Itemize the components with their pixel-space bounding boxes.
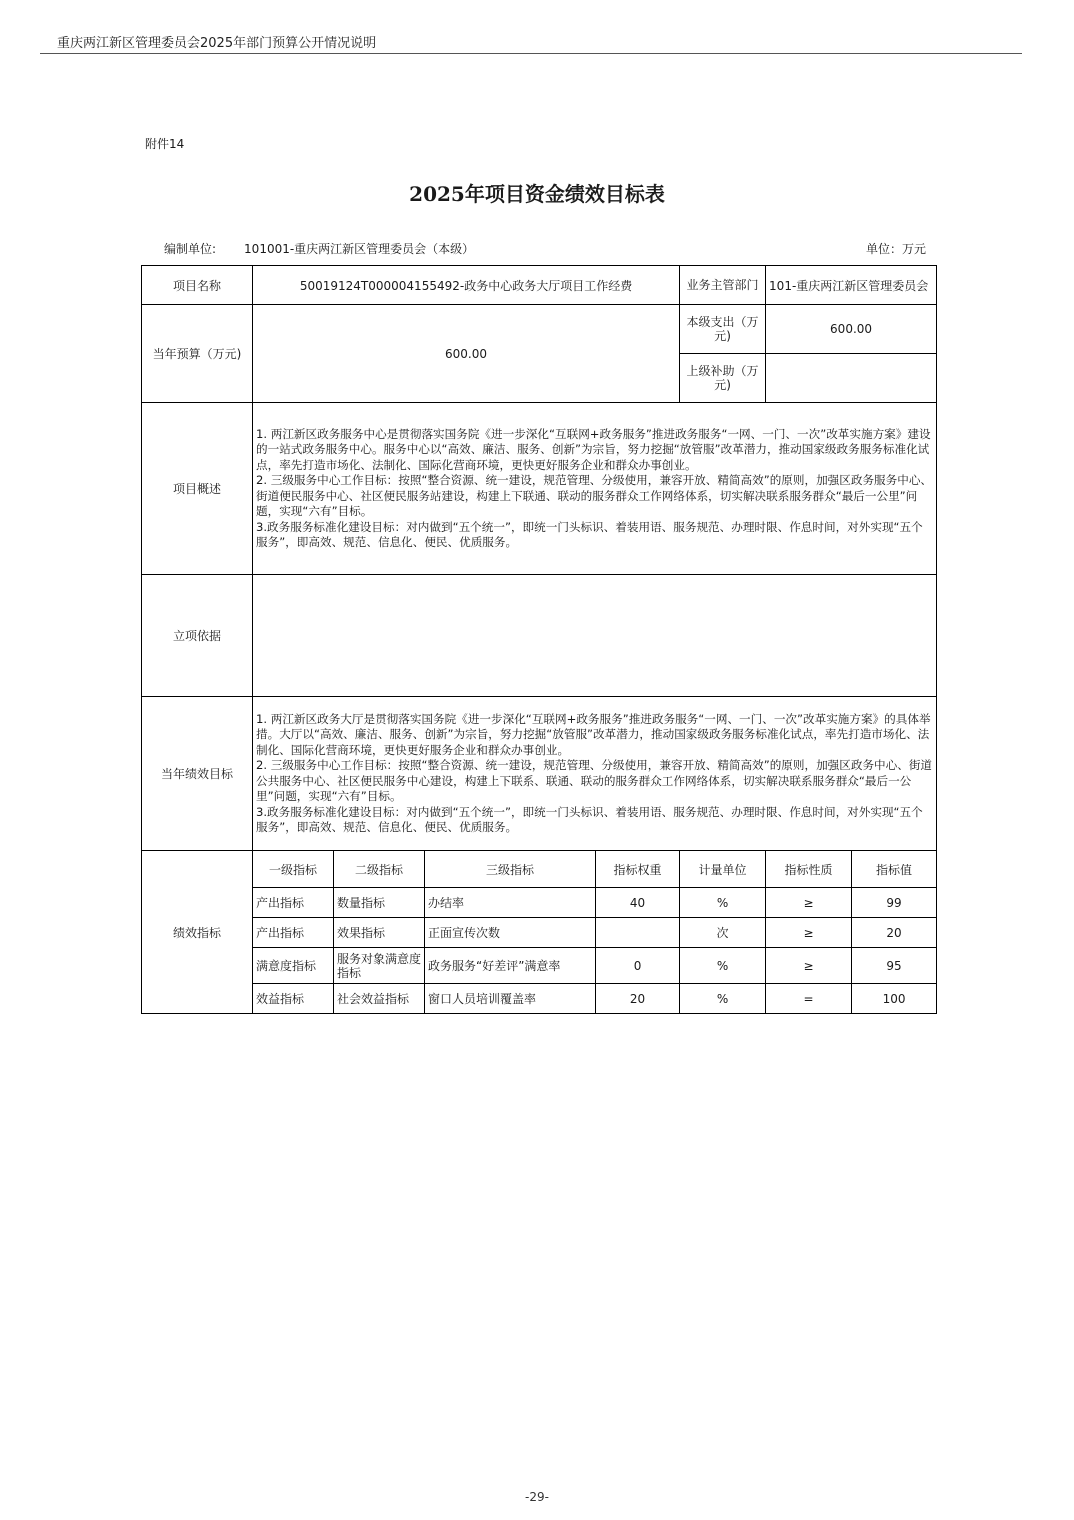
indicator-header: 计量单位 xyxy=(680,851,766,888)
unit-cell: % xyxy=(680,984,766,1014)
budget-row xyxy=(142,305,937,354)
unit-label: 单位：万元 xyxy=(866,242,927,256)
goal-paragraph: 2. 三级服务中心工作目标：按照“整合资源、统一建设，规范管理、分级使用，兼容开放、精简高效”的原则，加强区政务中心、街道公共服务中心、社区便民服务中心建设，构建上下联系、联通、联动的服务群众工作网络体系，切实解决联系服务群众“最后一公里”问题，实现“六有”目标。 xyxy=(256,758,933,803)
compiler-value: 101001-重庆两江新区管理委员会（本级） xyxy=(244,242,475,256)
nature-cell: = xyxy=(766,984,852,1014)
value-cell: 95 xyxy=(852,948,937,984)
indicator-header: 指标权重 xyxy=(596,851,680,888)
nature-cell: ≥ xyxy=(766,948,852,984)
dept-label: 业务主管部门 xyxy=(680,266,766,305)
level2-cell: 社会效益指标 xyxy=(334,984,425,1014)
indicator-header: 三级指标 xyxy=(425,851,596,888)
table-row xyxy=(142,918,937,948)
level1-cell: 满意度指标 xyxy=(253,948,334,984)
own-expense-label: 本级支出（万元) xyxy=(680,305,766,354)
goal-paragraph: 3.政务服务标准化建设目标：对内做到“五个统一”，即统一门头标识、着装用语、服务规范、办理时限、作息时间，对外实现“五个服务”，即高效、规范、信息化、便民、优质服务。 xyxy=(256,804,923,834)
unit-cell: 次 xyxy=(680,918,766,948)
indicator-header: 指标性质 xyxy=(766,851,852,888)
level2-cell: 服务对象满意度指标 xyxy=(334,948,425,984)
header-rule xyxy=(40,53,1022,54)
value-cell: 20 xyxy=(852,918,937,948)
value-cell: 99 xyxy=(852,888,937,918)
level1-cell: 效益指标 xyxy=(253,984,334,1014)
project-name-value: 50019124T000004155492-政务中心政务大厅项目工作经费 xyxy=(253,266,680,305)
level3-cell: 政务服务“好差评”满意率 xyxy=(425,948,596,984)
level2-cell: 效果指标 xyxy=(334,918,425,948)
page-title: 2025年项目资金绩效目标表 xyxy=(409,182,665,206)
goal-text xyxy=(253,697,937,851)
weight-cell: 40 xyxy=(596,888,680,918)
goal-paragraph: 1. 两江新区政务大厅是贯彻落实国务院《进一步深化“互联网+政务服务”推进政务服务“一网、一门、一次”改革实施方案》的具体举措。大厅以“高效、廉洁、服务、创新”为宗旨，努力挖掘“放管服”改革潜力，推动国家级政务服务标准化试点，率先打造市场化、法制化、国际化营商环境，更快更好服务企业和群众办事创业。 xyxy=(256,711,931,757)
weight-cell: 20 xyxy=(596,984,680,1014)
table-row xyxy=(142,888,937,918)
goal-label: 当年绩效目标 xyxy=(142,697,253,851)
overview-label: 项目概述 xyxy=(142,403,253,575)
level3-cell: 窗口人员培训覆盖率 xyxy=(425,984,596,1014)
indicator-header: 二级指标 xyxy=(334,851,425,888)
subsidy-value xyxy=(766,354,937,403)
level3-cell: 正面宣传次数 xyxy=(425,918,596,948)
subsidy-label: 上级补助（万元) xyxy=(680,354,766,403)
compiler-label: 编制单位: xyxy=(164,242,217,256)
compiler-line xyxy=(164,240,474,257)
overview-paragraph: 1. 两江新区政务服务中心是贯彻落实国务院《进一步深化“互联网+政务服务”推进政务服务“一网、一门、一次”改革实施方案》建设的一站式政务服务中心。服务中心以“高效、廉洁、服务、创新”为宗旨，努力挖掘“放管服”改革潜力，推动国家级政务服务标准化试点，率先打造市场化、法制化、国际化营商环境，更快更好服务企业和群众办事创业。 xyxy=(256,426,931,472)
budget-value: 600.00 xyxy=(253,305,680,403)
project-name-label: 项目名称 xyxy=(142,266,253,305)
indicators-label: 绩效指标 xyxy=(142,851,253,1014)
nature-cell: ≥ xyxy=(766,918,852,948)
overview-paragraph: 2. 三级服务中心工作目标：按照“整合资源、统一建设，规范管理、分级使用，兼容开放、精简高效”的原则，加强区政务服务中心、街道便民服务中心、社区便民服务站建设，构建上下联通、联动的服务群众工作网络体系，切实解决联系服务群众“最后一公里”问题，实现“六有”目标。 xyxy=(256,473,933,518)
value-cell: 100 xyxy=(852,984,937,1014)
indicator-header-row xyxy=(142,851,937,888)
indicator-header: 指标值 xyxy=(852,851,937,888)
overview-row xyxy=(142,403,937,575)
overview-text xyxy=(253,403,937,575)
overview-paragraph: 3.政务服务标准化建设目标：对内做到“五个统一”，即统一门头标识、着装用语、服务规范、办理时限、作息时间，对外实现“五个服务”，即高效、规范、信息化、便民、优质服务。 xyxy=(256,519,923,549)
page-number: -29- xyxy=(525,1490,549,1504)
weight-cell: 0 xyxy=(596,948,680,984)
running-header: 重庆两江新区管理委员会2025年部门预算公开情况说明 xyxy=(57,36,377,51)
nature-cell: ≥ xyxy=(766,888,852,918)
weight-cell xyxy=(596,918,680,948)
level2-cell: 数量指标 xyxy=(334,888,425,918)
basis-row xyxy=(142,575,937,697)
unit-cell: % xyxy=(680,948,766,984)
unit-cell: % xyxy=(680,888,766,918)
dept-value: 101-重庆两江新区管理委员会 xyxy=(766,266,937,305)
basis-label: 立项依据 xyxy=(142,575,253,697)
level3-cell: 办结率 xyxy=(425,888,596,918)
indicator-header: 一级指标 xyxy=(253,851,334,888)
attachment-label: 附件14 xyxy=(145,137,185,151)
table-row xyxy=(142,984,937,1014)
goal-row xyxy=(142,697,937,851)
budget-label: 当年预算（万元) xyxy=(142,305,253,403)
own-expense-value: 600.00 xyxy=(766,305,937,354)
level1-cell: 产出指标 xyxy=(253,888,334,918)
level1-cell: 产出指标 xyxy=(253,918,334,948)
table-row xyxy=(142,948,937,984)
project-name-row xyxy=(142,266,937,305)
performance-table xyxy=(141,265,937,1014)
basis-value xyxy=(253,575,937,697)
